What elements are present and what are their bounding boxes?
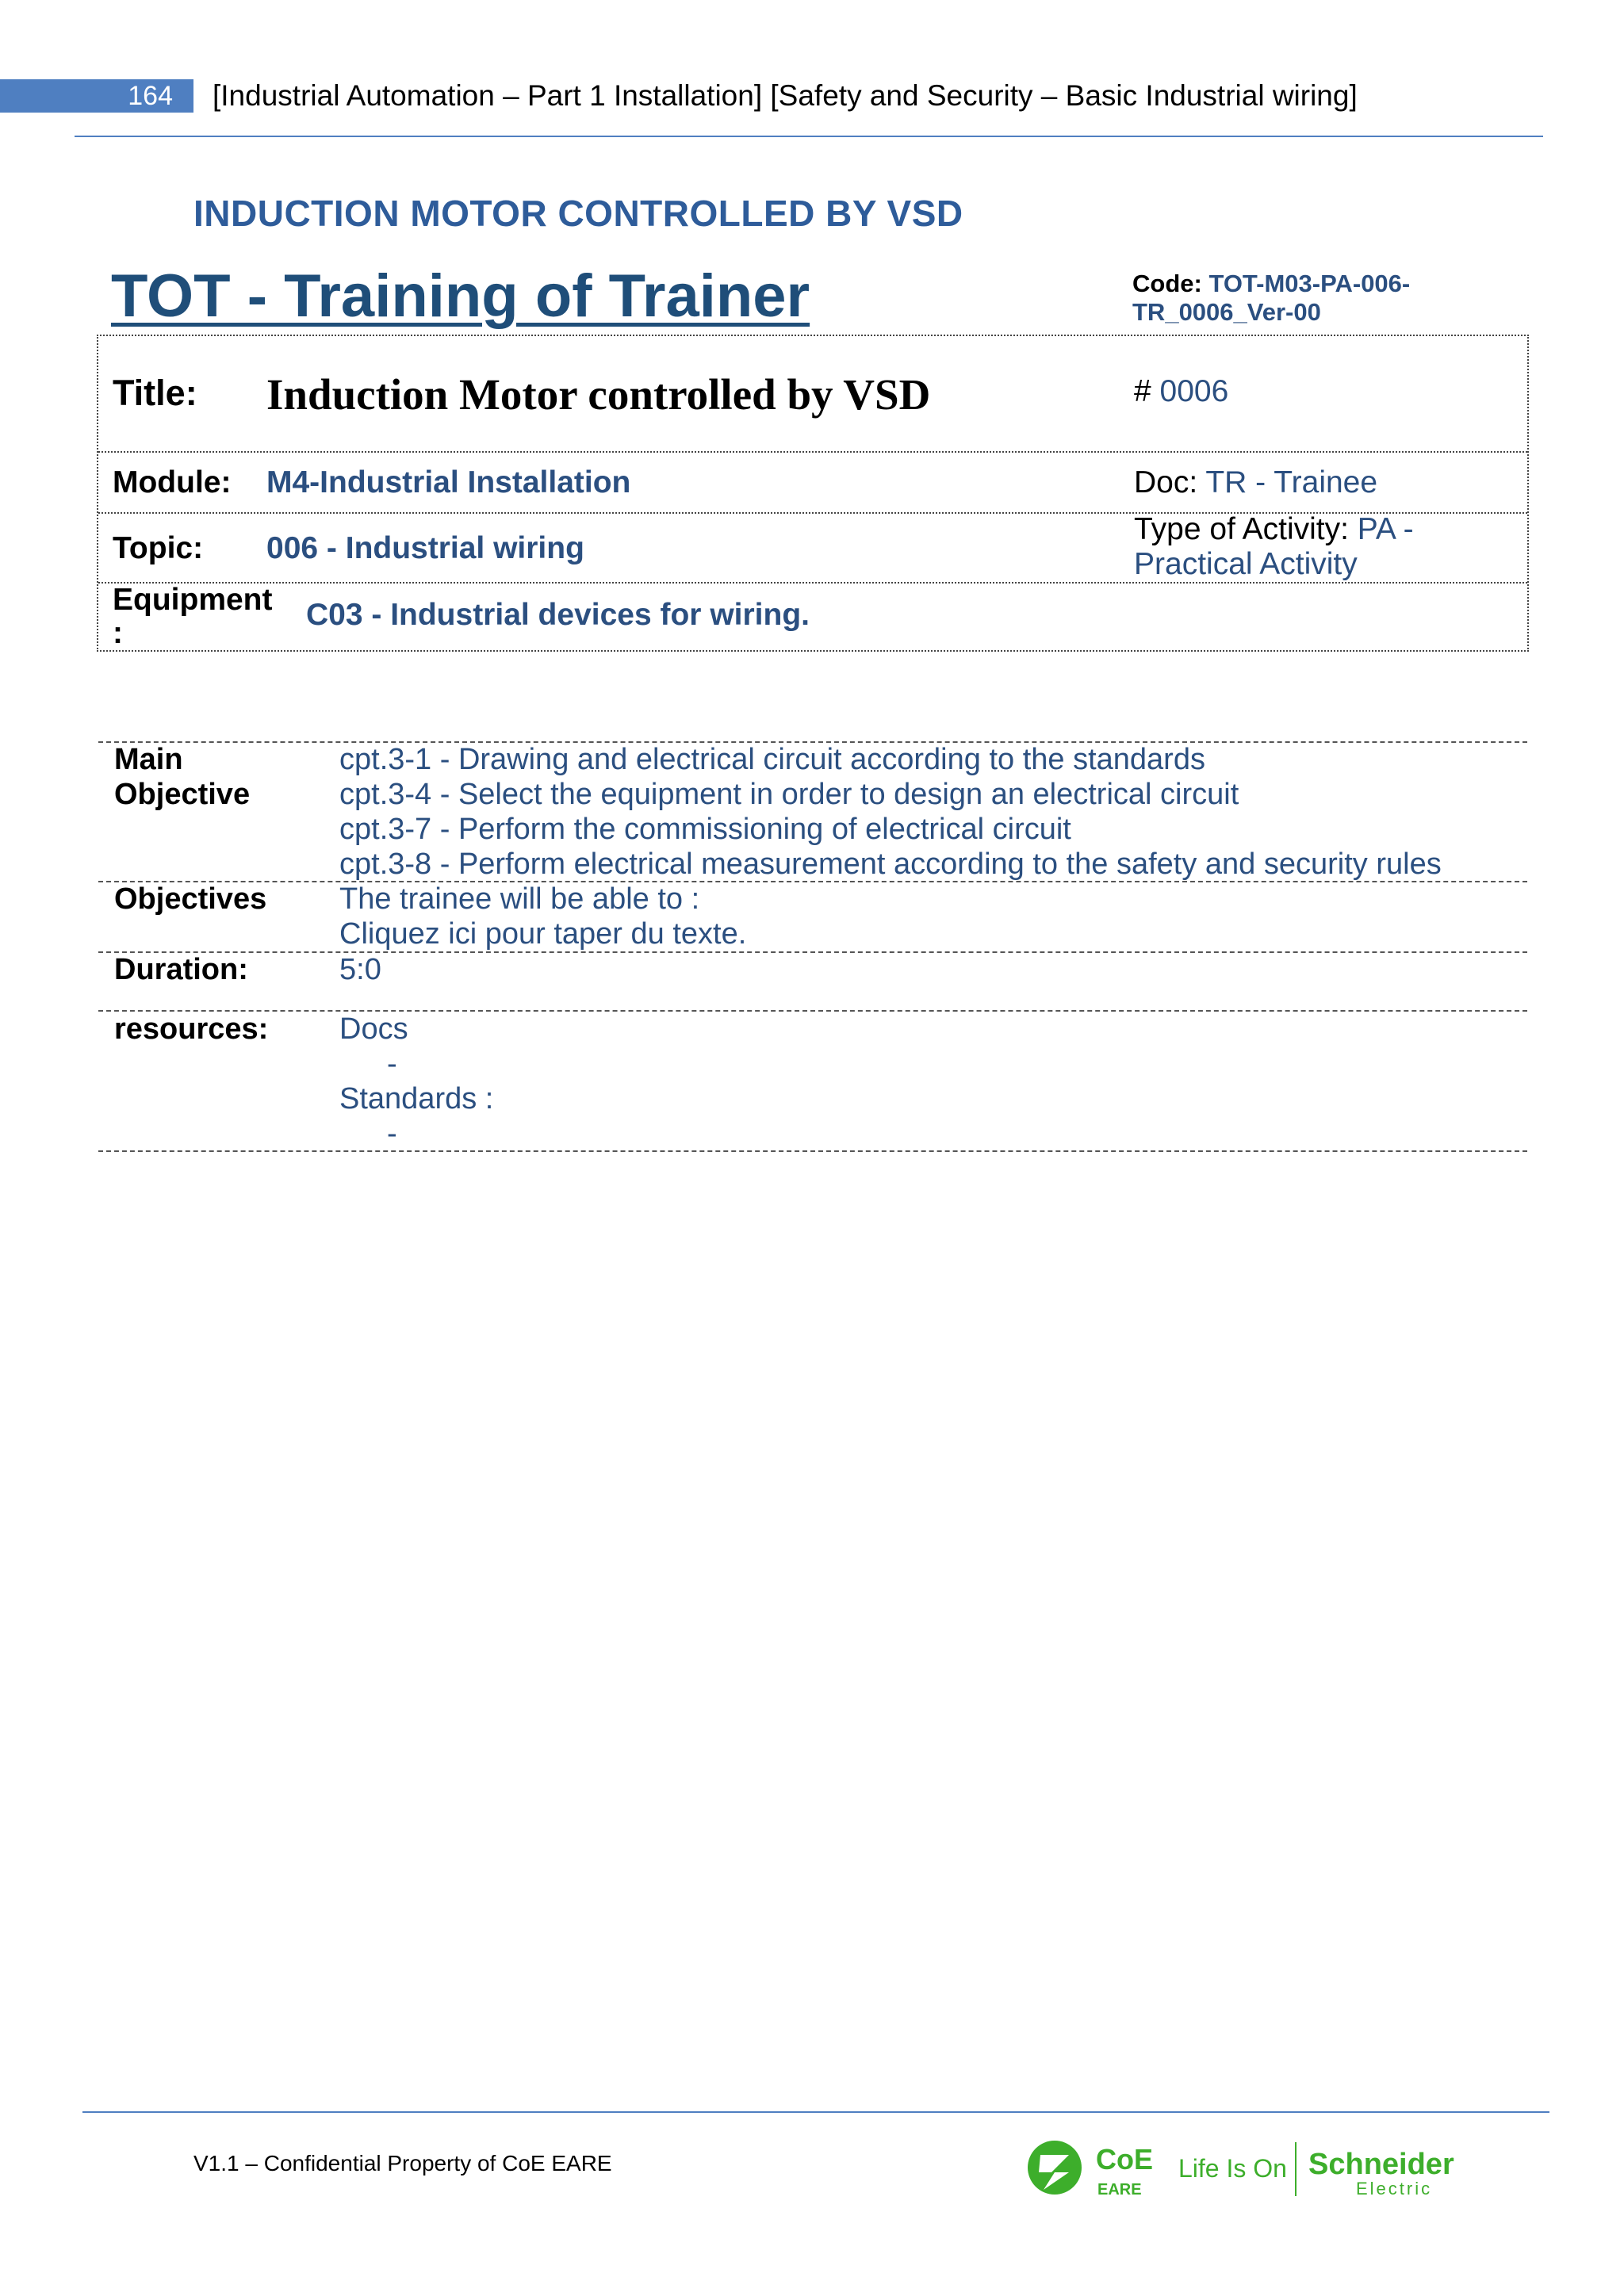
- equipment-value: C03 - Industrial devices for wiring.: [306, 598, 810, 632]
- electric-logo-text: Electric: [1356, 2179, 1433, 2198]
- footer-text: V1.1 – Confidential Property of CoE EARE: [193, 2151, 612, 2175]
- code-label: Code:: [1132, 270, 1209, 297]
- doc-number: [1134, 374, 1228, 409]
- topic-value: 006 - Industrial wiring: [266, 531, 584, 565]
- header-rule: [75, 136, 1543, 137]
- activity-type: [1134, 512, 1414, 582]
- footer-rule: [82, 2111, 1549, 2113]
- number-label: #: [1134, 374, 1160, 408]
- number-value: 0006: [1159, 374, 1229, 408]
- main-objective-item: cpt.3-7 - Perform the commissioning of electrical circuit: [339, 813, 1071, 846]
- doc-type: [1134, 465, 1377, 500]
- details-divider: [98, 1010, 1527, 1012]
- docs-item: -: [387, 1047, 397, 1081]
- info-divider: [98, 451, 1527, 453]
- eare-logo-text: EARE: [1097, 2181, 1142, 2198]
- coe-logo-text: CoE: [1096, 2143, 1153, 2175]
- objectives-line1: The trainee will be able to :: [339, 882, 700, 916]
- activity-value-2: Practical Activity: [1134, 547, 1358, 581]
- doc-label: Doc:: [1134, 465, 1206, 499]
- main-objective-label: [114, 742, 250, 812]
- objectives-label: Objectives: [114, 882, 267, 916]
- topic-label: Topic:: [113, 531, 204, 565]
- equipment-label: [113, 584, 273, 650]
- running-header: [Industrial Automation – Part 1 Installation] [Safety and Security – Basic Industrial wiring]: [213, 79, 1358, 112]
- activity-label: Type of Activity:: [1134, 512, 1358, 546]
- resources-label: resources:: [114, 1012, 269, 1046]
- equipment-label-line2: :: [113, 616, 123, 650]
- duration-value: 5:0: [339, 953, 381, 986]
- footer-logos: [1023, 2131, 1467, 2204]
- resources-list: [339, 1012, 493, 1151]
- logo-strip: [1023, 2131, 1467, 2204]
- main-objective-item: cpt.3-1 - Drawing and electrical circuit according to the standards: [339, 743, 1205, 776]
- schneider-logo-text: Schneider: [1308, 2148, 1454, 2181]
- activity-value-1: PA -: [1357, 512, 1414, 546]
- duration-label: Duration:: [114, 953, 248, 986]
- section-heading: INDUCTION MOTOR CONTROLLED BY VSD: [193, 193, 963, 234]
- main-objective-label-line1: Main: [114, 743, 183, 776]
- module-value: M4-Industrial Installation: [266, 465, 631, 499]
- coe-emblem-icon: [1028, 2141, 1082, 2195]
- details-divider: [98, 881, 1527, 882]
- main-objective-item: cpt.3-8 - Perform electrical measurement according to the safety and security rules: [339, 848, 1442, 881]
- main-objective-list: [339, 742, 1442, 882]
- code-value-line1: TOT-M03-PA-006-: [1208, 270, 1411, 297]
- page-number: 164: [0, 79, 193, 113]
- objectives-text: [339, 882, 746, 951]
- standards-label: Standards :: [339, 1082, 494, 1115]
- title-label: Title:: [113, 373, 197, 413]
- equipment-label-line1: Equipment: [113, 583, 273, 617]
- standards-item: -: [387, 1117, 397, 1150]
- main-objective-item: cpt.3-4 - Select the equipment in order to design an electrical circuit: [339, 778, 1239, 811]
- main-objective-label-line2: Objective: [114, 778, 251, 811]
- module-label: Module:: [113, 465, 232, 499]
- details-divider: [98, 1150, 1527, 1152]
- doc-value: TR - Trainee: [1205, 465, 1378, 499]
- info-table: [97, 335, 1529, 652]
- objectives-placeholder[interactable]: Cliquez ici pour taper du texte.: [339, 917, 747, 951]
- document-code: [1132, 270, 1410, 327]
- docs-label: Docs: [339, 1012, 408, 1046]
- info-divider: [98, 582, 1527, 584]
- document-title: TOT - Training of Trainer: [111, 262, 810, 330]
- details-divider: [98, 951, 1527, 953]
- title-value: Induction Motor controlled by VSD: [266, 370, 931, 419]
- life-is-on-text: Life Is On: [1178, 2154, 1287, 2183]
- code-value-line2: TR_0006_Ver-00: [1132, 298, 1321, 326]
